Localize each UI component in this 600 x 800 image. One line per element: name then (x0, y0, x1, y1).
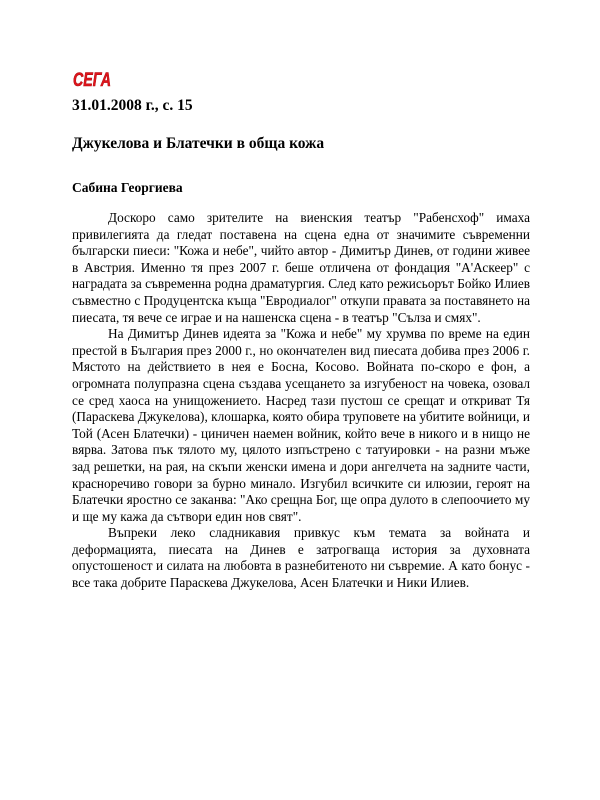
article-paragraph: Доскоро само зрителите на виенския театър "Рабенсхоф" имаха привилегията да гледат поставена на сцена една от значимите съвременни български пиеси: "Кожа и небе", чийто автор - Димитър Динев, от години живее в Австрия. Именно тя през 2007 г. беше отличена от фондация "А'Аскеер" с наградата за съвременна родна драматургия. След като режисьорът Бойко Илиев съвместно с Продуцентска къща "Евродиалог" откупи правата за поставянето на пиесата, тя вече се играе и на нашенска сцена - в театър "Сълза и смях". (72, 210, 530, 325)
article-paragraph: Въпреки леко сладникавия привкус към темата за войната и деформацията, пиесата на Динев е затрогваща история за духовната опустошеност и силата на любовта в разнебитеното ни съвремие. А като бонус - все така добрите Параскева Джукелова, Асен Блатечки и Ники Илиев. (72, 525, 530, 591)
article-body (72, 210, 530, 592)
sega-logo-graphic (72, 68, 112, 90)
publication-date: 31.01.2008 г., с. 15 (72, 97, 193, 114)
article-title: Джукелова и Блатечки в обща кожа (72, 135, 325, 152)
logo-text: СЕГА (73, 70, 111, 91)
article-paragraph: На Димитър Динев идеята за "Кожа и небе" му хрумва по време на един престой в България през 2000 г., но окончателен вид пиесата добива през 2006 г. Мястото на действието в нея е Босна, Косово. Войната по-скоро е фон, а огромната полупразна сцена създава усещането за изгубеност на човека, озовал се сред хаоса на унищожението. Насред тази пустош се срещат и откриват Тя (Параскева Джукелова), клошарка, която обира труповете на убитите войници, и Той (Асен Блатечки) - циничен наемен войник, който вече в никого и в нищо не вярва. Затова пък тялото му, цялото изпъстрено с татуировки - на разни мъже зад решетки, на рая, на скъпи женски имена и дори ангелчета на задните части, красноречиво говори за бурно минало. Изгубил всичките си илюзии, героят на Блатечки яростно се заканва: "Ако срещна Бог, ще опра дулото в слепоочието му и ще му кажа да сътвори един нов свят". (72, 326, 530, 524)
sega-logo (72, 68, 112, 90)
article-author: Сабина Георгиева (72, 180, 183, 195)
